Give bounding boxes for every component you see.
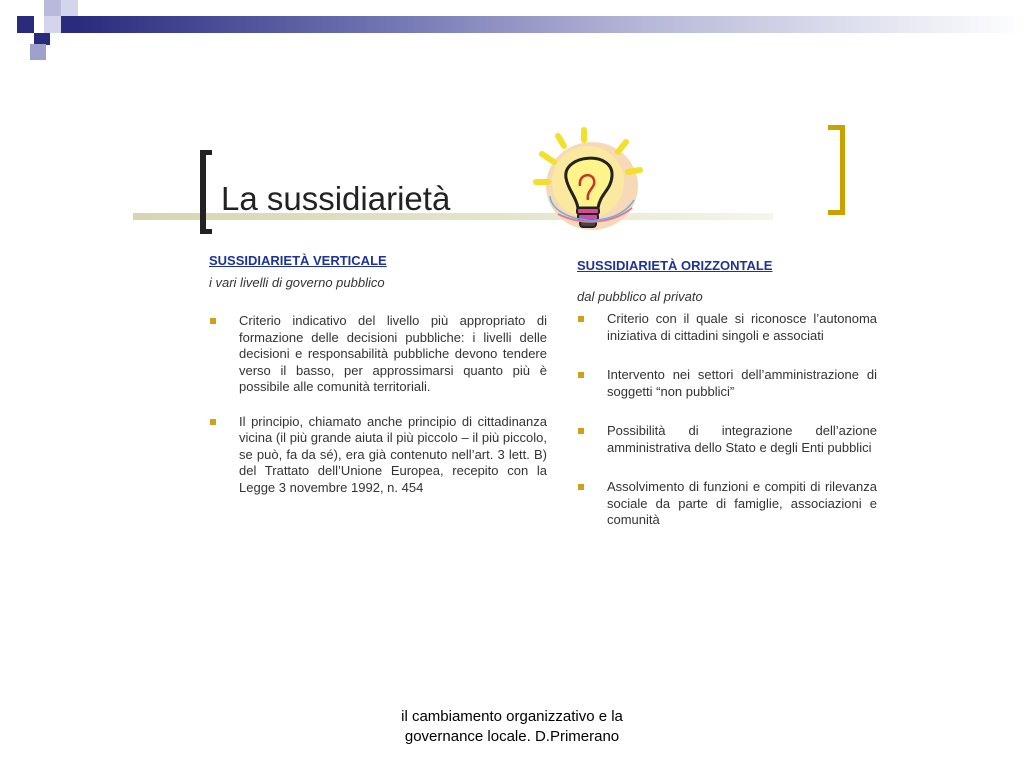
header-bar [78,16,1024,33]
corner-square [61,16,78,33]
footer-line: il cambiamento organizzativo e la [401,708,623,725]
bullet-square-icon [578,484,584,490]
list-item-text: Assolvimento di funzioni e compiti di rilevanza sociale da parte di famiglie, associazioni e comunità [607,479,877,527]
corner-square [44,16,61,33]
corner-square [61,0,78,16]
list-item-text: Possibilità di integrazione dell’azione amministrativa dello Stato e degli Enti pubblici [607,423,877,455]
list-item-text: Criterio indicativo del livello più appropriato di formazione delle decisioni pubbliche: i livelli delle decisioni e responsabilità pubbliche devono tendere verso il basso, per approssimarsi quanto più è possibile alle comunità territoriali. [239,313,547,394]
lightbulb-icon [522,126,652,238]
column-heading: SUSSIDIARIETÀ VERTICALE [209,253,387,268]
corner-square [44,0,61,16]
bullet-list [577,311,877,529]
column-subtitle: dal pubblico al privato [577,288,703,304]
footer-line: governance locale. D.Primerano [404,728,620,745]
bullet-square-icon [210,318,216,324]
list-item [577,367,877,400]
bullet-square-icon [210,419,216,425]
bullet-square-icon [578,428,584,434]
bullet-list [209,313,547,496]
list-item [209,313,547,396]
bullet-square-icon [578,372,584,378]
corner-square [30,44,46,60]
slide-footer [362,707,662,747]
column-heading: SUSSIDIARIETÀ ORIZZONTALE [577,258,773,273]
column-vertical [209,253,547,496]
list-item [577,311,877,344]
page-title: La sussidiarietà [221,180,451,217]
column-horizontal [577,258,877,529]
list-item-text: Intervento nei settori dell’amministrazione di soggetti “non pubblici” [607,367,877,399]
column-subtitle: i vari livelli di governo pubblico [209,274,385,290]
list-item [577,479,877,529]
left-bracket [200,150,212,234]
list-item-text: Il principio, chiamato anche principio di cittadinanza vicina (il più grande aiuta il più piccolo – il più piccolo, se può, fa da sé), era già contenuto nell’art. 3 lett. B) del Trattato dell’Unione Europea, recepito con la Legge 3 novembre 1992, n. 454 [239,413,547,495]
right-bracket [828,125,845,215]
list-item [209,414,547,497]
list-item [577,423,877,456]
corner-square [17,16,34,33]
bullet-square-icon [578,316,584,322]
list-item-text: Criterio con il quale si riconosce l’autonoma iniziativa di cittadini singoli e associati [607,311,877,343]
